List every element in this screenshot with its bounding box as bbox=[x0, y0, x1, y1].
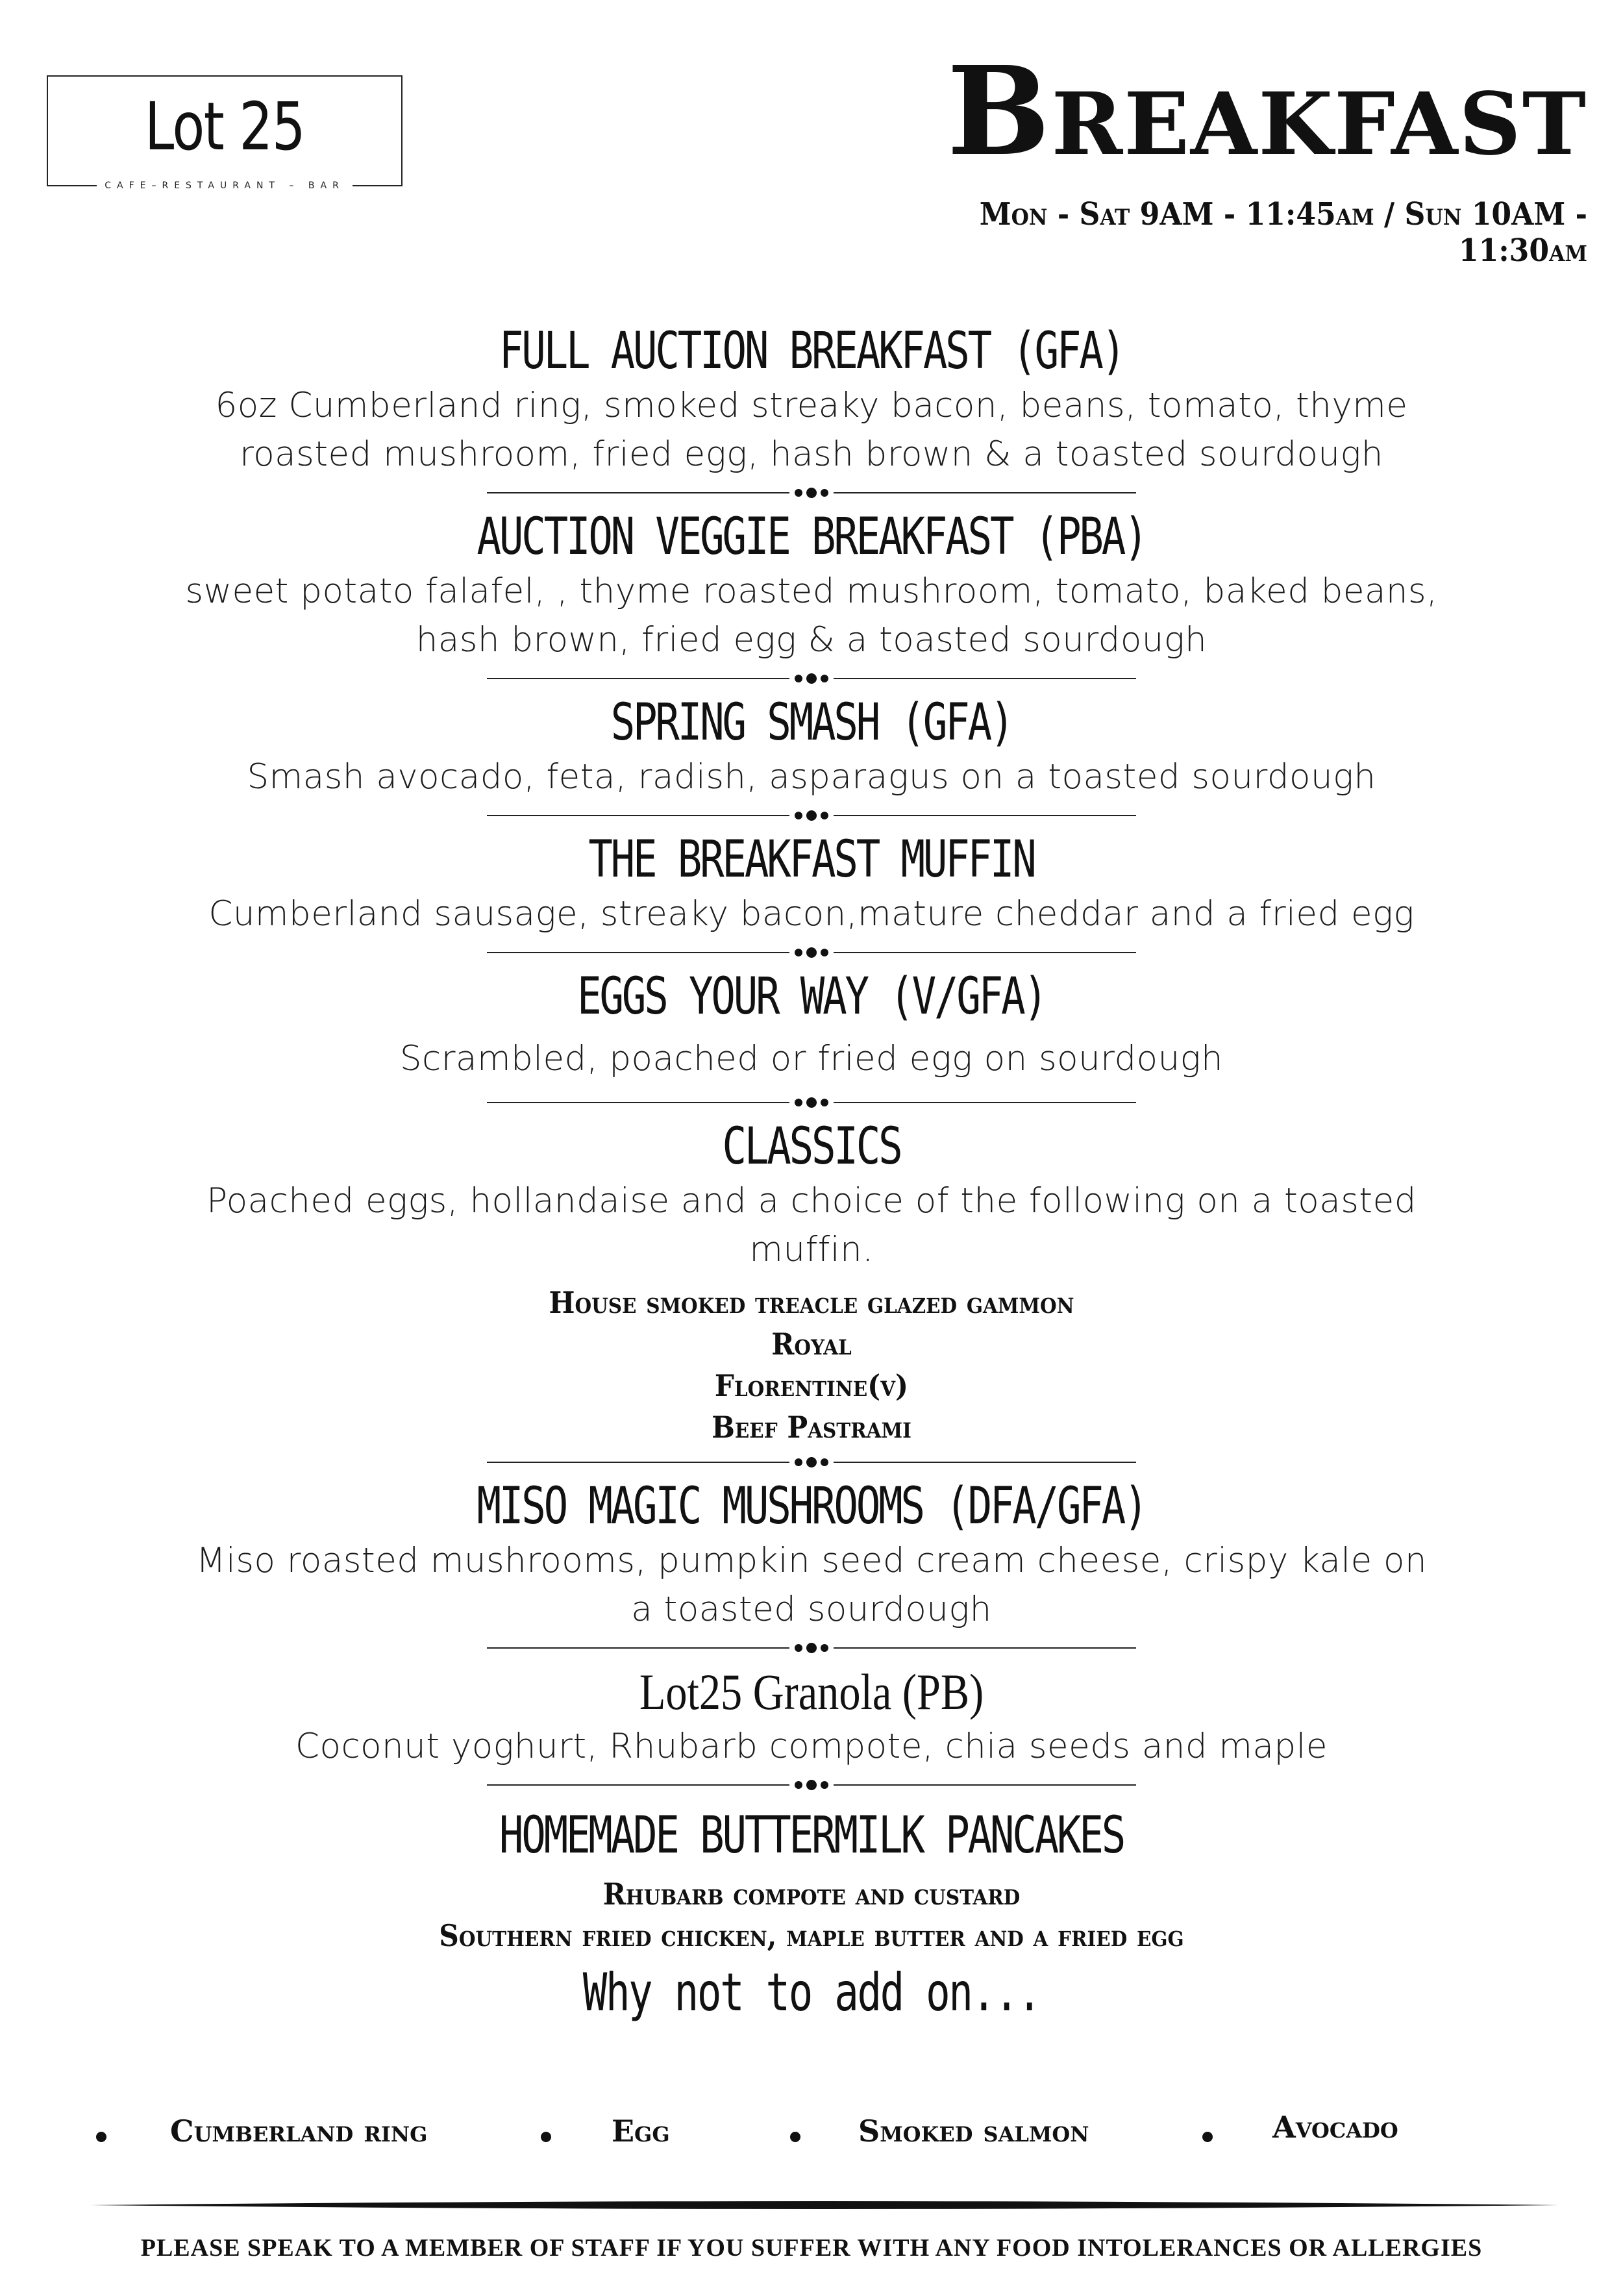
addon-item: Smoked salmon bbox=[858, 2114, 1089, 2149]
menu-item bbox=[0, 967, 1623, 1083]
divider bbox=[487, 1088, 1136, 1117]
dish-name: CLASSICS bbox=[722, 1117, 901, 1176]
menu-item bbox=[0, 1477, 1623, 1634]
option-item: Beef Pastrami bbox=[712, 1410, 911, 1445]
option-item: Florentine(v) bbox=[714, 1368, 909, 1403]
option-list bbox=[0, 1282, 1623, 1448]
bullet-icon bbox=[790, 2132, 800, 2142]
page-title: Breakfast bbox=[947, 40, 1587, 183]
bottom-rule bbox=[91, 2200, 1558, 2210]
bullet-icon bbox=[96, 2132, 106, 2142]
dish-description bbox=[162, 381, 1461, 479]
dish-description-line: a toasted sourdough bbox=[631, 1590, 992, 1629]
bullet-icon bbox=[541, 2132, 551, 2142]
dish-description-line: 6oz Cumberland ring, smoked streaky bacon, beans, tomato, thyme bbox=[215, 386, 1408, 425]
dish-description bbox=[162, 567, 1461, 664]
menu-list bbox=[0, 321, 1623, 2025]
logo-rule-right bbox=[353, 185, 403, 186]
bullet-icon bbox=[1202, 2132, 1213, 2142]
dish-description bbox=[162, 753, 1461, 801]
addon-item: Cumberland ring bbox=[170, 2114, 428, 2149]
dish-name: EGGS YOUR WAY (V/GFA) bbox=[577, 967, 1046, 1026]
divider bbox=[487, 1771, 1136, 1799]
dish-description-line: Smash avocado, feta, radish, asparagus on a toasted sourdough bbox=[247, 757, 1376, 797]
dish-description-line: Scrambled, poached or fried egg on sourdough bbox=[399, 1039, 1224, 1079]
addons-list bbox=[0, 2110, 1623, 2159]
dish-name: Lot25 Granola (PB) bbox=[639, 1664, 984, 1720]
menu-item bbox=[0, 321, 1623, 479]
dish-description-line: Cumberland sausage, streaky bacon,mature cheddar and a fried egg bbox=[208, 894, 1415, 934]
logo-tagline-row bbox=[47, 178, 403, 193]
menu-item bbox=[0, 1117, 1623, 1448]
dish-description bbox=[162, 890, 1461, 938]
dish-name: MISO MAGIC MUSHROOMS (DFA/GFA) bbox=[477, 1477, 1146, 1536]
divider bbox=[487, 1448, 1136, 1477]
menu-item bbox=[0, 830, 1623, 938]
option-list bbox=[0, 1873, 1623, 1956]
dish-name: HOMEMADE BUTTERMILK PANCAKES bbox=[499, 1806, 1124, 1865]
addons-title: Why not to add on... bbox=[582, 1962, 1041, 2023]
logo bbox=[47, 75, 403, 186]
dish-name: FULL AUCTION BREAKFAST (GFA) bbox=[499, 322, 1124, 381]
divider bbox=[487, 479, 1136, 507]
dish-description bbox=[162, 1722, 1461, 1771]
menu-item bbox=[0, 1662, 1623, 1771]
divider bbox=[487, 664, 1136, 693]
dish-name: THE BREAKFAST MUFFIN bbox=[588, 830, 1035, 889]
dish-description-line: roasted mushroom, fried egg, hash brown & a toasted sourdough bbox=[240, 434, 1383, 474]
dish-name: AUCTION VEGGIE BREAKFAST (PBA) bbox=[477, 508, 1146, 566]
menu-item bbox=[0, 507, 1623, 664]
logo-rule-left bbox=[47, 185, 97, 186]
dish-description bbox=[162, 1536, 1461, 1634]
menu-item bbox=[0, 693, 1623, 801]
option-item: Royal bbox=[771, 1327, 852, 1362]
dish-description bbox=[162, 1177, 1461, 1274]
dish-description-line: Coconut yoghurt, Rhubarb compote, chia seeds and maple bbox=[295, 1727, 1328, 1766]
divider bbox=[487, 1634, 1136, 1662]
addon-item: Avocado bbox=[1272, 2110, 1398, 2145]
option-item: Southern fried chicken, maple butter and a fried egg bbox=[439, 1918, 1184, 1953]
divider bbox=[487, 938, 1136, 967]
menu-item bbox=[0, 1806, 1623, 1956]
divider bbox=[487, 801, 1136, 830]
dish-description-line: Miso roasted mushrooms, pumpkin seed cream cheese, crispy kale on bbox=[195, 1541, 1428, 1580]
option-item: Rhubarb compote and custard bbox=[602, 1877, 1021, 1912]
logo-name: Lot 25 bbox=[144, 88, 305, 166]
dish-description-line: muffin. bbox=[749, 1230, 874, 1269]
dish-description-line: Poached eggs, hollandaise and a choice of the following on a toasted bbox=[206, 1181, 1417, 1221]
addon-item: Egg bbox=[612, 2114, 670, 2149]
dish-description-line: hash brown, fried egg & a toasted sourdough bbox=[415, 620, 1208, 660]
dish-description bbox=[162, 1034, 1461, 1083]
opening-hours: Mon - Sat 9AM - 11:45am / Sun 10AM - 11:30am bbox=[979, 196, 1587, 269]
dish-name: SPRING SMASH (GFA) bbox=[610, 693, 1013, 752]
option-item: House smoked treacle glazed gammon bbox=[549, 1285, 1074, 1320]
dish-description-line: sweet potato falafel, , thyme roasted mushroom, tomato, baked beans, bbox=[185, 571, 1438, 611]
allergy-notice: PLEASE SPEAK TO A MEMBER OF STAFF IF YOU SUFFER WITH ANY FOOD INTOLERANCES OR ALLERGIES bbox=[140, 2234, 1483, 2262]
logo-tagline: CAFE–RESTAURANT – BAR bbox=[105, 181, 345, 191]
